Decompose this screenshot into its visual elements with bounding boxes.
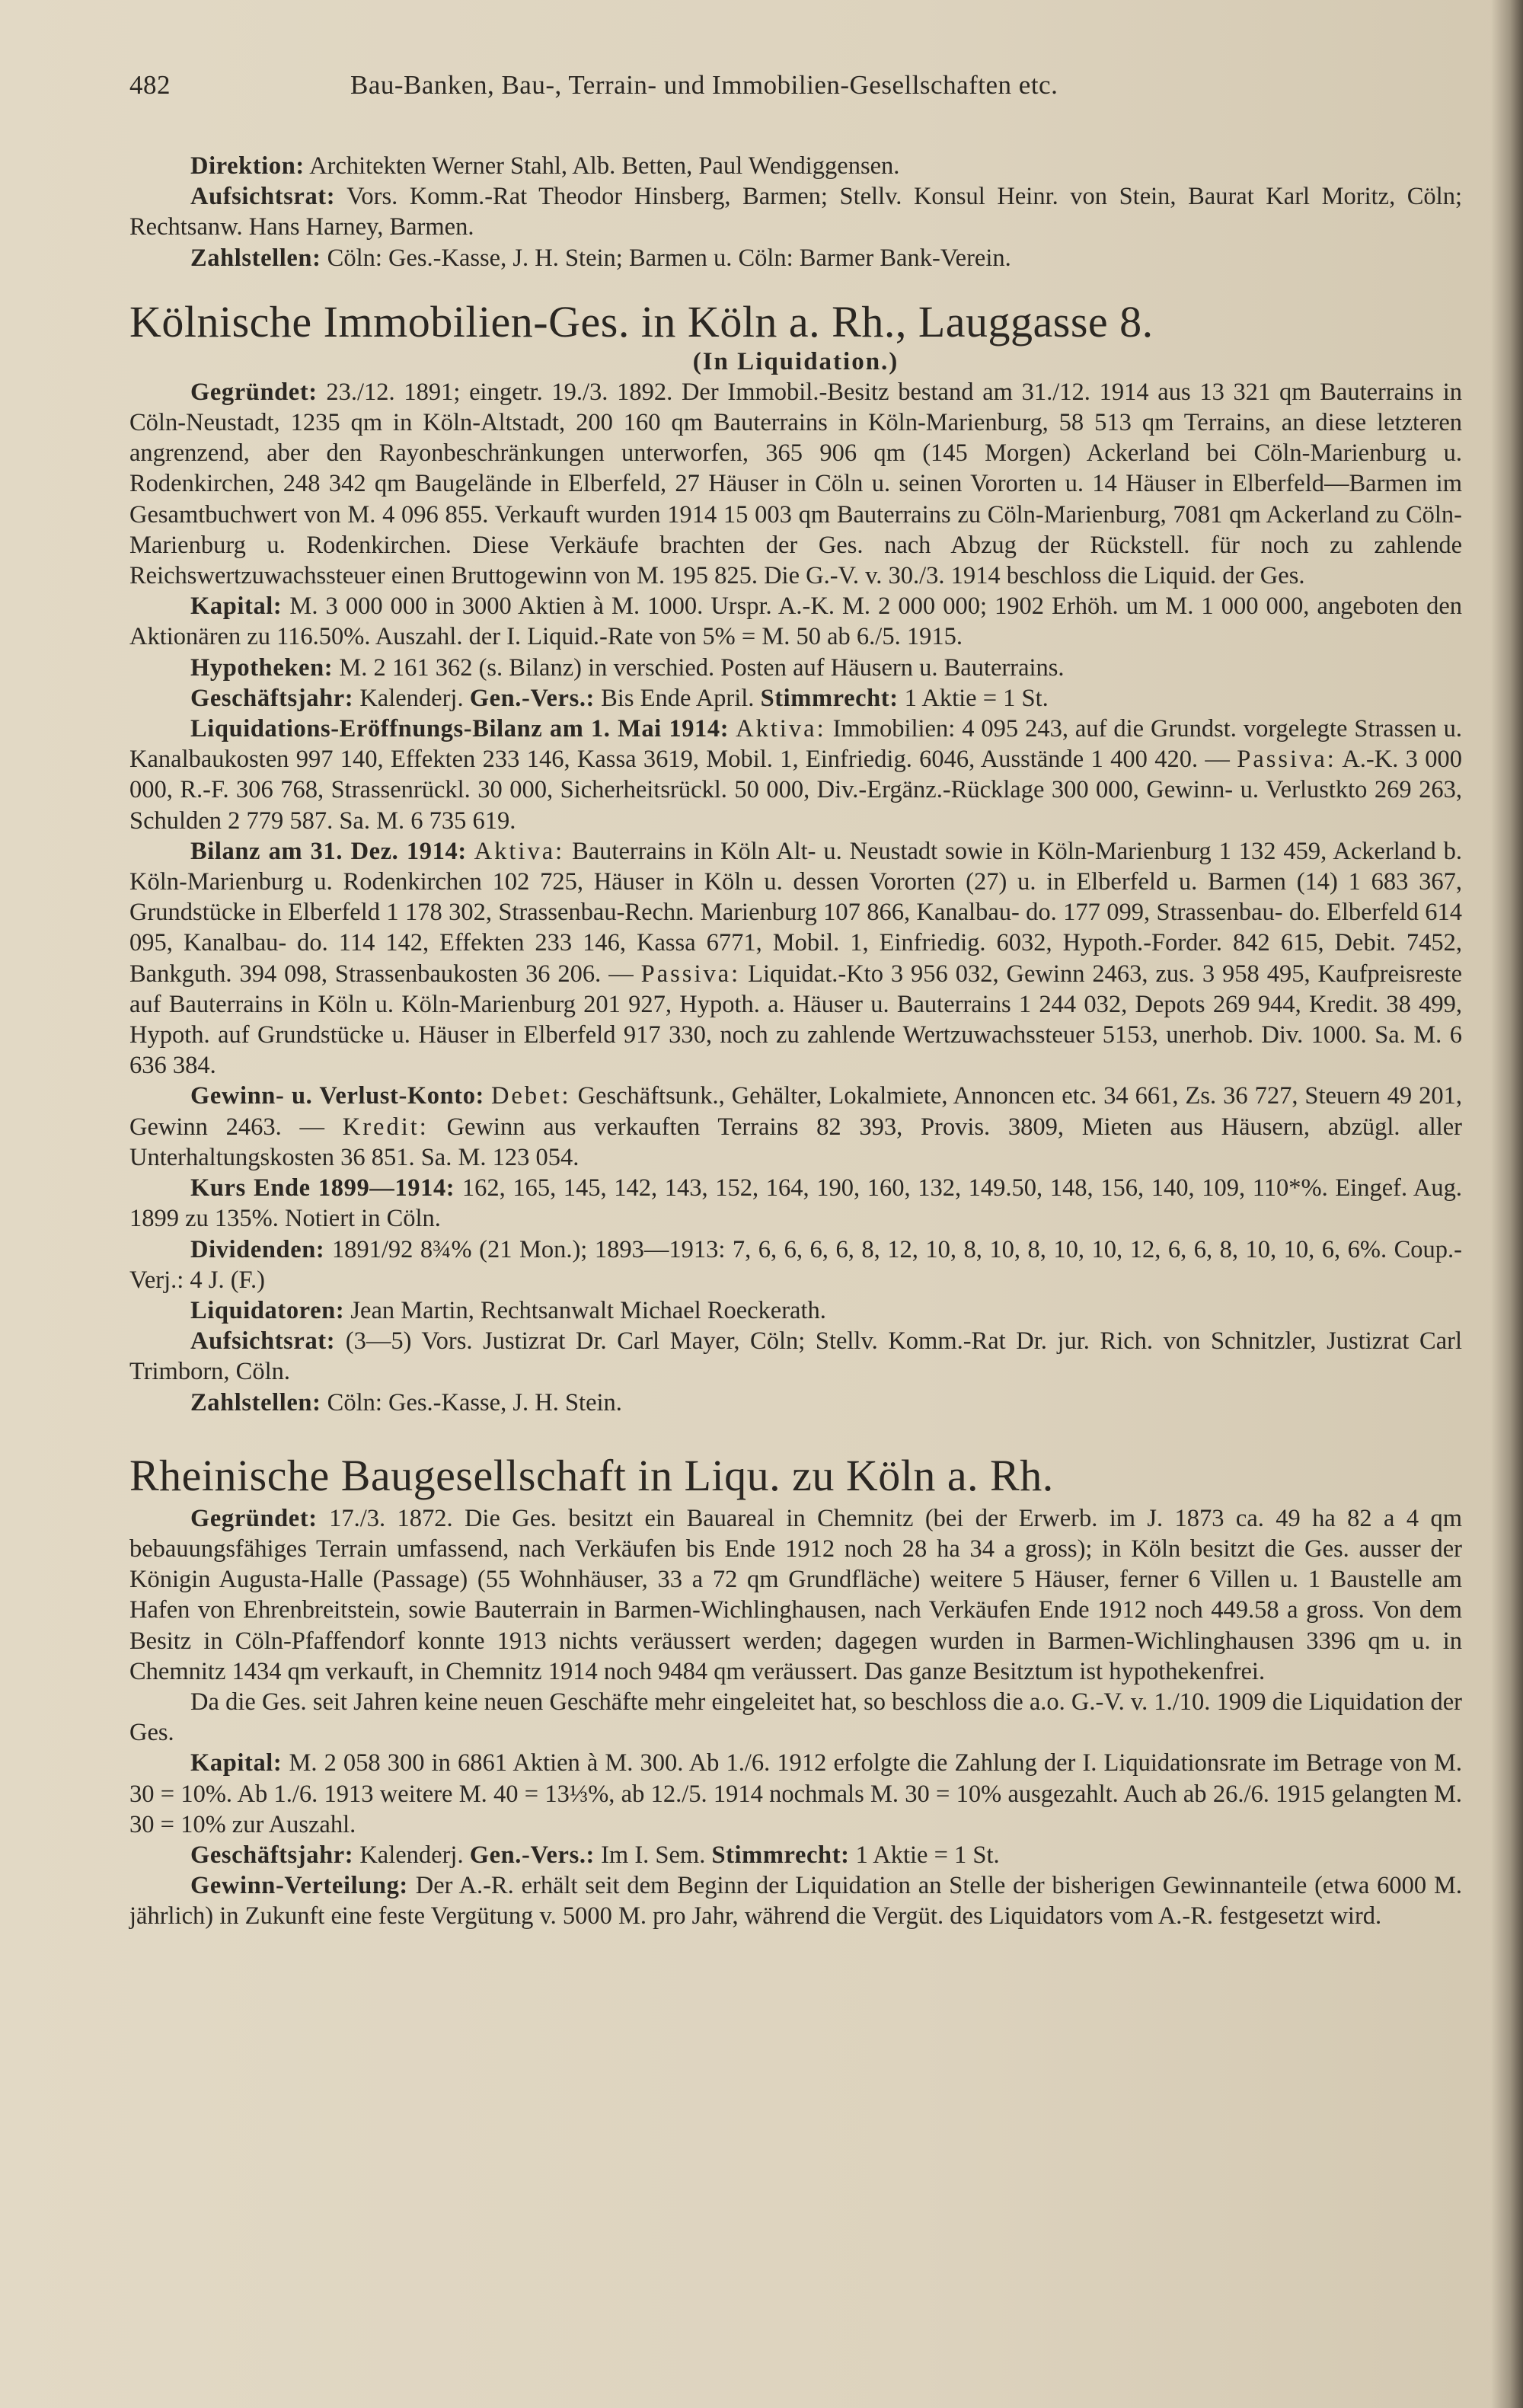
s2-geschaeftsjahr-label: Geschäftsjahr:: [190, 1841, 354, 1869]
s2-geschaeftsjahr: [129, 1840, 1462, 1870]
direktion-label: Direktion:: [190, 152, 305, 180]
s2-gewinn: [129, 1870, 1462, 1931]
s1-dividenden: [129, 1234, 1462, 1295]
s1-bilanz-label: Bilanz am 31. Dez. 1914:: [190, 837, 467, 865]
s1-hypotheken: [129, 653, 1462, 683]
section-title-koelnische: Kölnische Immobilien-Ges. in Köln a. Rh., Lauggasse 8.: [129, 296, 1154, 347]
s2-gewinn-label: Gewinn-Verteilung:: [190, 1872, 408, 1900]
s1-aufsichtsrat-text: (3—5) Vors. Justizrat Dr. Carl Mayer, Cöln; Stellv. Komm.-Rat Dr. jur. Rich. von Schnitzler, Justizrat Carl Trimborn, Cöln.: [129, 1327, 1463, 1386]
s1-guv-kredit-text: Gewinn aus verkauften Terrains 82 393, Provis. 3809, Mieten aus Häusern, abzügl. aller Unterhaltungskosten 36 851. Sa. M. 123 054.: [129, 1113, 1463, 1171]
aufsichtsrat-label: Aufsichtsrat:: [190, 183, 336, 211]
s1-bilanz-passiva-text: Liquidat.-Kto 3 956 032, Gewinn 2463, zus. 3 958 495, Kaufpreisreste auf Bauterrains in Köln u. Köln-Marienburg 201 927, Hypoth. a. Häuser u. Bauterrains 1 244 032, Depots 269 944, Kredit. 38 499, Hypoth. auf Grundstücke u. Häuser in Elberfeld 917 330, noch zu zahlende Wertzuwachssteuer 5153, unerhob. Div. 1000. Sa. M. 6 636 384.: [129, 960, 1462, 1080]
s2-gegruendet: [129, 1503, 1462, 1687]
page-content: [129, 151, 1462, 1932]
s1-guv: [129, 1081, 1462, 1173]
s2-gegruendet-text: 17./3. 1872. Die Ges. besitzt ein Bauareal in Chemnitz (bei der Erwerb. im J. 1873 ca. 49 ha 82 a 4 qm bebauungsfähiges Terrain umfassend, nach Verkäufen bis Ende 1912 noch 28 ha 34 a gross); in Köln besitzt die Ges. ausser der Königin Augusta-Halle (Passage) (55 Wohnhäuser, 33 a 72 qm Grundfläche) weitere 5 Häuser, ferner 6 Villen u. 1 Baustelle am Hafen von Ehrenbreitstein, sowie Bauterrain in Barmen-Wichlinghausen, nach Verkäufen Ende 1912 noch 449.58 a gross. Von dem Besitz in Cöln-Pfaffendorf konnte 1913 nichts veräussert werden; dagegen wurden in Barmen-Wichlinghausen 3396 qm u. in Chemnitz 1434 qm verkauft, in Chemnitz 1914 noch 9484 qm veräussert. Das ganze Besitztum ist hypothekenfrei.: [129, 1504, 1462, 1685]
s1-kurs-label: Kurs Ende 1899—1914:: [190, 1174, 455, 1202]
s1-genvers-label: Gen.-Vers.:: [469, 684, 595, 712]
book-spine-shadow: [1491, 0, 1523, 2408]
s2-genvers-label: Gen.-Vers.:: [469, 1841, 595, 1869]
s1-genvers-text: Bis Ende April.: [601, 684, 755, 712]
s1-liquidatoren-label: Liquidatoren:: [190, 1296, 345, 1324]
s1-gegruendet: [129, 377, 1462, 591]
s1-gegruendet-text: 23./12. 1891; eingetr. 19./3. 1892. Der Immobil.-Besitz bestand am 31./12. 1914 aus 13 321 qm Bauterrains in Cöln-Neustadt, 1235 qm in Köln-Altstadt, 200 160 qm Bauterrains in Köln-Marienburg, 58 513 qm Terrains, an diese letzteren angrenzend, aber den Rayonbeschränkungen unterworfen, 365 906 qm (145 Morgen) Ackerland bei Cöln-Marienburg u. Rodenkirchen, 248 342 qm Baugelände in Elberfeld, 27 Häuser in Cöln u. seinen Vororten u. 14 Häuser in Elberfeld—Barmen im Gesamtbuchwert von M. 4 096 855. Verkauft wurden 1914 15 003 qm Bauterrains zu Cöln-Marienburg, 7081 qm Ackerland zu Cöln-Marienburg u. Rodenkirchen. Diese Verkäufe brachten der Ges. nach Abzug der Rückstell. für noch zu zahlende Reichswertzuwachssteuer einen Bruttogewinn von M. 195 825. Die G.-V. v. 30./3. 1914 beschloss die Liquid. der Ges.: [129, 378, 1463, 590]
s1-kapital: [129, 591, 1462, 652]
s1-guv-debet-word: Debet:: [490, 1082, 571, 1110]
s1-geschaeftsjahr: [129, 683, 1462, 714]
s1-liq-aktiva-word: Aktiva:: [736, 715, 826, 743]
s1-aufsichtsrat-label: Aufsichtsrat:: [190, 1327, 336, 1356]
s1-bilanz-aktiva-word: Aktiva:: [474, 837, 565, 865]
s2-geschaeftsjahr-text: Kalenderj.: [359, 1841, 464, 1869]
s1-kurs-text: 162, 165, 145, 142, 143, 152, 164, 190, 160, 132, 149.50, 148, 156, 140, 109, 110*%. Eingef. Aug. 1899 zu 135%. Notiert in Cöln.: [129, 1174, 1462, 1233]
s1-hypotheken-label: Hypotheken:: [190, 653, 334, 682]
s2-gegruendet-label: Gegründet:: [190, 1504, 318, 1532]
s1-bilanz-aktiva-text: Bauterrains in Köln Alt- u. Neustadt sowie in Köln-Marienburg 1 132 459, Ackerland b. Köln-Marienburg u. Rodenkirchen 102 725, Häuser in Köln u. dessen Vororten (27) u. in Elberfeld u. Barmen (14) 1 683 367, Grundstücke in Elberfeld 1 178 302, Strassenbau-Rechn. Marienburg 107 866, Kanalbau- do. 177 099, Strassenbau- do. Elberfeld 614 095, Kanalbau- do. 114 142, Effekten 233 146, Kassa 6771, Mobil. 1, Einfriedig. 6032, Hypoth.-Forder. 842 615, Debit. 7452, Bankguth. 394 098, Strassenbaukosten 36 206. —: [129, 837, 1463, 988]
s1-guv-kredit-word: Kredit:: [342, 1113, 429, 1141]
s1-guv-label: Gewinn- u. Verlust-Konto:: [190, 1082, 484, 1110]
s1-kapital-text: M. 3 000 000 in 3000 Aktien à M. 1000. Urspr. A.-K. M. 2 000 000; 1902 Erhöh. um M. 1 000 000, angeboten den Aktionären zu 116.50%. Auszahl. der I. Liquid.-Rate von 5% = M. 50 ab 6./5. 1915.: [129, 592, 1462, 651]
s1-bilanz: [129, 836, 1462, 1081]
running-title: Bau-Banken, Bau-, Terrain- und Immobilien-Gesellschaften etc.: [350, 70, 1058, 100]
s2-kapital-label: Kapital:: [190, 1749, 283, 1777]
section-title-rheinische: Rheinische Baugesellschaft in Liqu. zu Köln a. Rh.: [129, 1450, 1054, 1500]
s2-gewinn-text: Der A.-R. erhält seit dem Beginn der Liquidation an Stelle der bisherigen Gewinnanteile (etwa 6000 M. jährlich) in Zukunft eine feste Vergütung v. 5000 M. pro Jahr, während die Vergüt. des Liquidators vom A.-R. festgesetzt wird.: [129, 1872, 1463, 1931]
s2-stimmrecht-label: Stimmrecht:: [711, 1841, 850, 1869]
s1-geschaeftsjahr-text: Kalenderj.: [359, 684, 464, 712]
s1-stimmrecht-label: Stimmrecht:: [760, 684, 899, 712]
s2-stimmrecht-text: 1 Aktie = 1 St.: [855, 1841, 1000, 1869]
direktion-entry: [129, 151, 1462, 181]
s1-liquidatoren: [129, 1295, 1462, 1326]
s1-liq-aktiva-text: Immobilien: 4 095 243, auf die Grundst. vorgelegte Strassen u. Kanalbaukosten 997 140, Effekten 233 146, Kassa 3619, Mobil. 1, Einfriedig. 6046, Ausstände 1 400 420. —: [129, 715, 1462, 774]
zahlstellen-entry: [129, 243, 1462, 273]
zahlstellen-text: Cöln: Ges.-Kasse, J. H. Stein; Barmen u. Cöln: Barmer Bank-Verein.: [327, 244, 1011, 272]
s1-guv-debet-text: Geschäftsunk., Gehälter, Lokalmiete, Annoncen etc. 34 661, Zs. 36 727, Steuern 49 201, Gewinn 2463. —: [129, 1082, 1463, 1141]
s1-div-label: Dividenden:: [190, 1235, 325, 1263]
s1-div-text: 1891/92 8¾% (21 Mon.); 1893—1913: 7, 6, 6, 6, 6, 8, 12, 10, 8, 10, 8, 10, 10, 12, 6, 6, 8, 10, 10, 6, 6%. Coup.-Verj.: 4 J. (F.): [129, 1235, 1462, 1294]
direktion-text: Architekten Werner Stahl, Alb. Betten, Paul Wendiggensen.: [309, 152, 900, 180]
s1-aufsichtsrat: [129, 1326, 1462, 1387]
aufsichtsrat-text: Vors. Komm.-Rat Theodor Hinsberg, Barmen; Stellv. Konsul Heinr. von Stein, Baurat Karl Moritz, Cöln; Rechtsanw. Hans Harney, Barmen.: [129, 183, 1462, 241]
s1-zahlstellen-text: Cöln: Ges.-Kasse, J. H. Stein.: [327, 1388, 622, 1416]
s2-kapital: [129, 1748, 1462, 1840]
s2-para2: Da die Ges. seit Jahren keine neuen Geschäfte mehr eingeleitet hat, so beschloss die a.o. G.-V. v. 1./10. 1909 die Liquidation der Ges.: [129, 1688, 1462, 1747]
s1-liq-bilanz: [129, 714, 1462, 836]
aufsichtsrat-entry: [129, 181, 1462, 242]
s1-gegruendet-label: Gegründet:: [190, 378, 318, 406]
section-subtitle-liquidation: (In Liquidation.): [692, 347, 899, 375]
zahlstellen-label: Zahlstellen:: [190, 244, 321, 272]
page-number: 482: [129, 70, 171, 100]
s1-kurs: [129, 1173, 1462, 1234]
s2-kapital-text: M. 2 058 300 in 6861 Aktien à M. 300. Ab 1./6. 1912 erfolgte die Zahlung der I. Liquidationsrate im Betrage von M. 30 = 10%. Ab 1./6. 1913 weitere M. 40 = 13⅓%, ab 12./5. 1914 nochmals M. 30 = 10% ausgezahlt. Auch ab 26./6. 1915 gelangten M. 30 = 10% zur Auszahl.: [129, 1749, 1463, 1838]
s1-liq-passiva-text: A.-K. 3 000 000, R.-F. 306 768, Strassenrückl. 30 000, Sicherheitsrückl. 50 000, Div.-Ergänz.-Rücklage 300 000, Gewinn- u. Verlustkto 269 263, Schulden 2 779 587. Sa. M. 6 735 619.: [129, 746, 1463, 835]
s1-liquidatoren-text: Jean Martin, Rechtsanwalt Michael Roeckerath.: [350, 1296, 826, 1324]
s1-geschaeftsjahr-label: Geschäftsjahr:: [190, 684, 354, 712]
s1-zahlstellen-label: Zahlstellen:: [190, 1388, 321, 1416]
s1-stimmrecht-text: 1 Aktie = 1 St.: [904, 684, 1049, 712]
s1-bilanz-passiva-word: Passiva:: [640, 960, 741, 988]
s1-liq-passiva-word: Passiva:: [1237, 746, 1336, 774]
s1-liq-label: Liquidations-Eröffnungs-Bilanz am 1. Mai 1914:: [190, 715, 730, 743]
s1-zahlstellen: [129, 1388, 1462, 1418]
s1-hypotheken-text: M. 2 161 362 (s. Bilanz) in verschied. Posten auf Häusern u. Bauterrains.: [339, 653, 1065, 682]
s1-kapital-label: Kapital:: [190, 592, 283, 621]
s2-genvers-text: Im I. Sem.: [601, 1841, 706, 1869]
